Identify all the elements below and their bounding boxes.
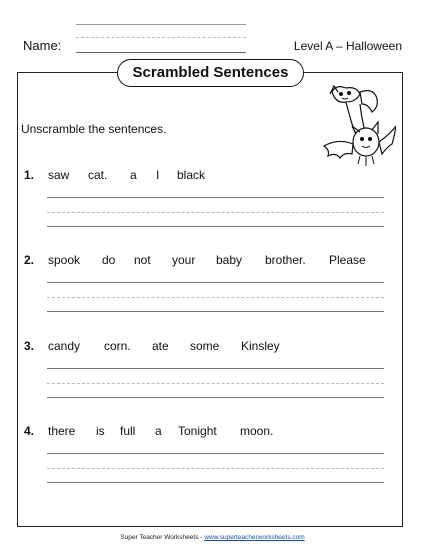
answer-guide-line — [47, 297, 384, 298]
footer-url-link[interactable]: www.superteacherworksheets.com — [204, 534, 305, 541]
scrambled-word: Please — [329, 253, 366, 267]
name-area — [0, 0, 425, 60]
scrambled-word: brother. — [265, 253, 306, 267]
answer-guide-line — [47, 468, 384, 469]
answer-line[interactable] — [47, 482, 384, 483]
scrambled-word: full — [120, 424, 136, 438]
answer-line[interactable] — [47, 397, 384, 398]
scrambled-word: I — [156, 168, 160, 182]
problem-4 — [0, 424, 425, 499]
name-write-line[interactable] — [76, 52, 246, 53]
scrambled-word: a — [130, 168, 137, 182]
scrambled-word: cat. — [88, 168, 108, 182]
answer-line[interactable] — [47, 197, 384, 198]
problem-number: 4. — [24, 424, 35, 438]
scrambled-word: baby — [216, 253, 243, 267]
scrambled-word: saw — [48, 168, 70, 182]
problem-2 — [0, 253, 425, 328]
scrambled-word: Tonight — [178, 424, 217, 438]
answer-guide-line — [47, 212, 384, 213]
answer-line[interactable] — [47, 311, 384, 312]
scrambled-word: is — [96, 424, 105, 438]
scrambled-word: ate — [152, 339, 169, 353]
name-guide-line-top — [76, 24, 246, 25]
scrambled-word: Kinsley — [241, 339, 280, 353]
bat-icon — [316, 82, 396, 182]
instructions: Unscramble the sentences. — [21, 122, 167, 136]
problem-1 — [0, 168, 425, 243]
scrambled-word: not — [134, 253, 151, 267]
answer-line[interactable] — [47, 368, 384, 369]
problem-number: 1. — [24, 168, 35, 182]
answer-line[interactable] — [47, 453, 384, 454]
scrambled-word: spook — [48, 253, 81, 267]
scrambled-word: a — [155, 424, 162, 438]
answer-line[interactable] — [47, 226, 384, 227]
footer-brand: Super Teacher Worksheets — [120, 534, 199, 541]
scrambled-word: do — [102, 253, 116, 267]
name-label: Name: — [23, 38, 62, 53]
problem-number: 2. — [24, 253, 35, 267]
scrambled-word: your — [172, 253, 196, 267]
problem-number: 3. — [24, 339, 35, 353]
name-guide-line-mid — [76, 37, 246, 38]
level-label: Level A – Halloween — [293, 39, 402, 53]
scrambled-word: moon. — [240, 424, 274, 438]
worksheet-title: Scrambled Sentences — [117, 59, 304, 87]
scrambled-word: there — [48, 424, 76, 438]
footer-separator: - — [198, 534, 205, 541]
answer-line[interactable] — [47, 282, 384, 283]
answer-guide-line — [47, 383, 384, 384]
scrambled-word: some — [190, 339, 220, 353]
footer — [0, 534, 425, 541]
scrambled-word: black — [177, 168, 206, 182]
scrambled-word: candy — [48, 339, 81, 353]
problem-3 — [0, 339, 425, 414]
scrambled-word: corn. — [104, 339, 131, 353]
